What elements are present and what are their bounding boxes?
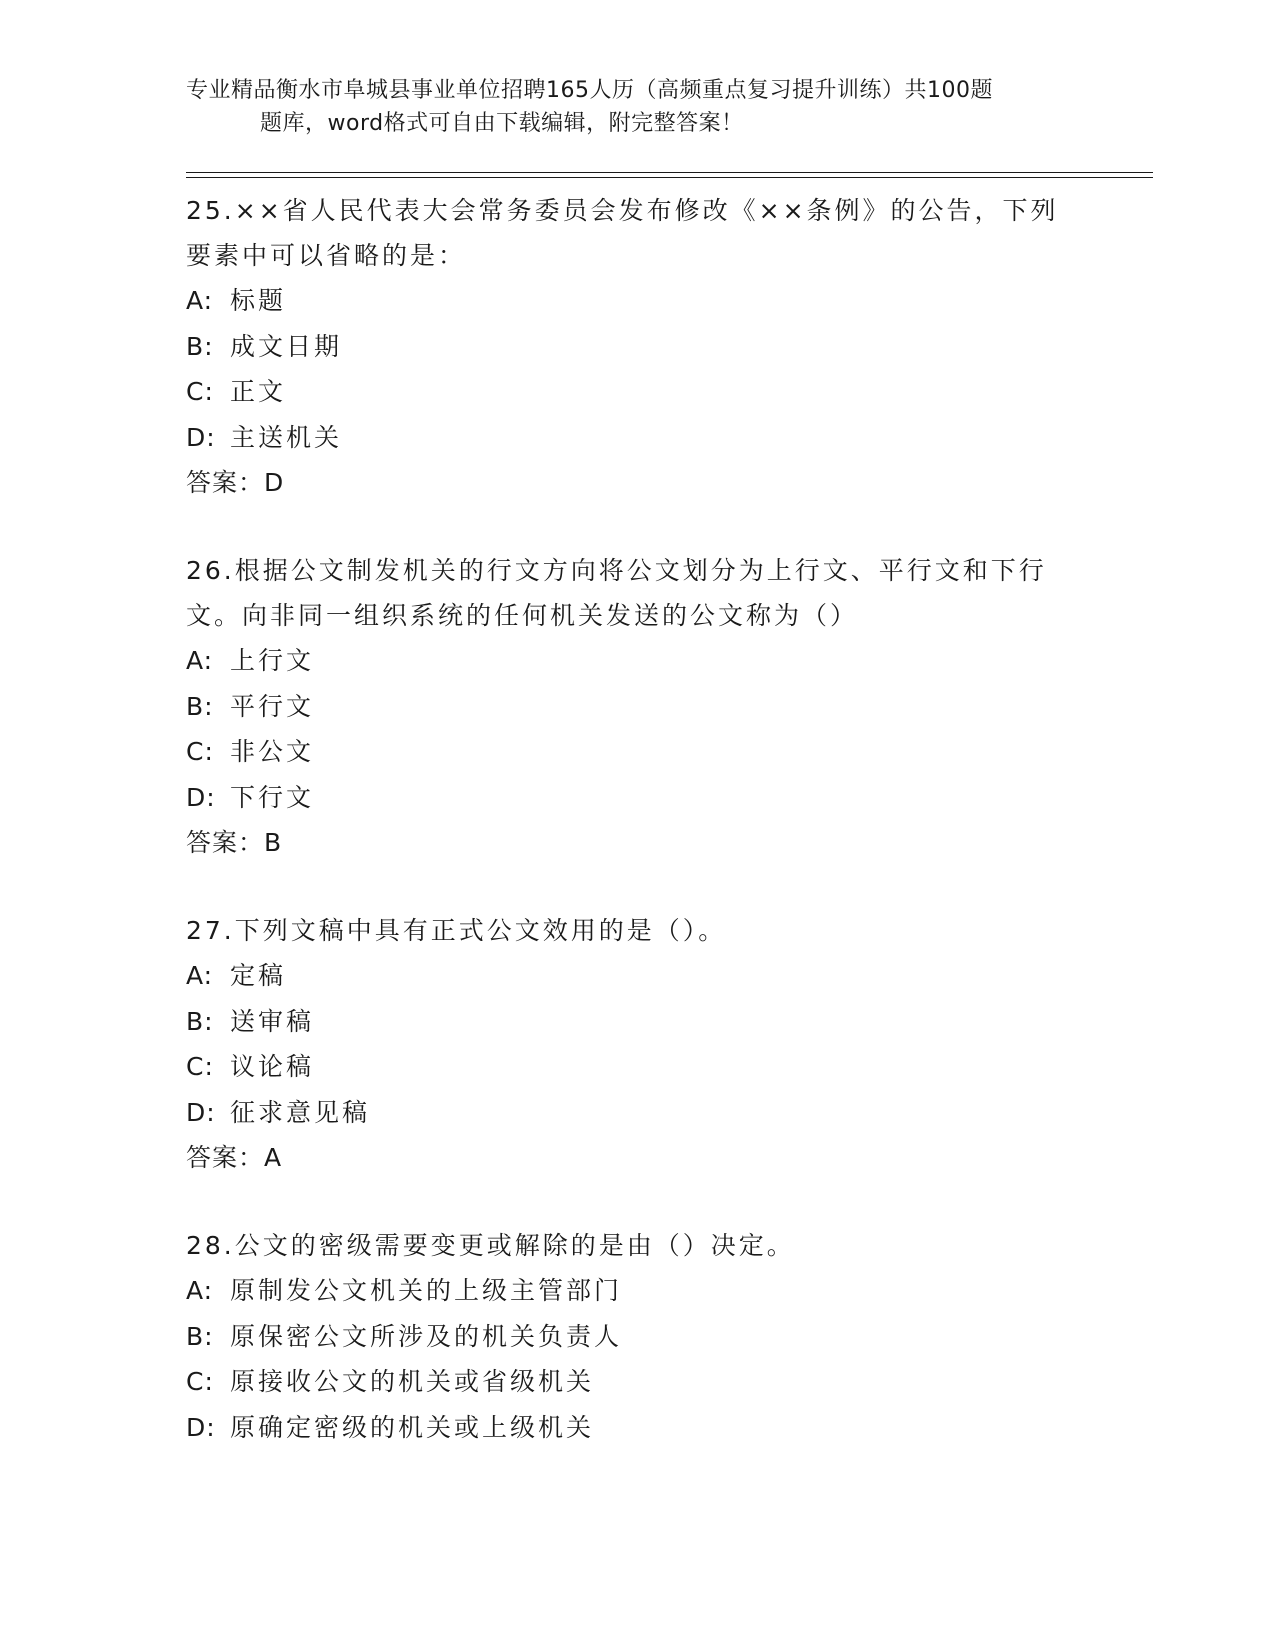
option-key: D: <box>186 1097 216 1127</box>
option-b <box>186 684 1086 730</box>
option-text: 成文日期 <box>230 331 343 361</box>
option-key: A: <box>186 1276 214 1305</box>
question-text: 26.根据公文制发机关的行文方向将公文划分为上行文、平行文和下行文。向非同一组织系统的任何机关发送的公文称为（） <box>186 556 1047 630</box>
option-d <box>186 775 1086 821</box>
question-list <box>186 188 1086 1493</box>
option-text: 征求意见稿 <box>230 1097 371 1127</box>
option-d <box>186 415 1086 461</box>
option-text: 下行文 <box>230 782 315 812</box>
question-27 <box>186 908 1086 1180</box>
answer-line: 答案：A <box>186 1143 283 1172</box>
question-26 <box>186 548 1086 865</box>
header-rule-top <box>186 172 1153 173</box>
option-c <box>186 1044 1086 1090</box>
question-28 <box>186 1223 1086 1450</box>
option-key: D: <box>186 422 216 452</box>
answer-line: 答案：B <box>186 828 283 857</box>
option-text: 上行文 <box>230 646 315 675</box>
header-title-line1: 专业精品衡水市阜城县事业单位招聘165人历（高频重点复习提升训练）共100题 <box>186 78 993 103</box>
option-a <box>186 638 1086 684</box>
question-25 <box>186 188 1086 505</box>
option-key: C: <box>186 737 214 766</box>
document-header <box>186 74 1086 140</box>
option-key: C: <box>186 1052 214 1081</box>
option-c <box>186 729 1086 775</box>
option-key: A: <box>186 961 214 990</box>
option-key: A: <box>186 646 214 675</box>
option-b <box>186 1314 1086 1360</box>
option-key: B: <box>186 331 214 361</box>
answer-line: 答案：D <box>186 468 285 497</box>
option-key: B: <box>186 691 214 721</box>
option-text: 原确定密级的机关或上级机关 <box>230 1412 595 1442</box>
option-text: 正文 <box>230 377 287 406</box>
question-text: 27.下列文稿中具有正式公文效用的是（）。 <box>186 916 727 945</box>
option-text: 定稿 <box>230 961 287 990</box>
header-title-line2: 题库，word格式可自由下载编辑，附完整答案！ <box>260 111 744 136</box>
option-text: 平行文 <box>230 691 315 721</box>
option-b <box>186 999 1086 1045</box>
header-rule-bottom <box>186 177 1153 178</box>
option-text: 原保密公文所涉及的机关负责人 <box>230 1321 623 1351</box>
option-key: B: <box>186 1321 214 1351</box>
option-text: 标题 <box>230 286 287 315</box>
option-a <box>186 1268 1086 1314</box>
option-c <box>186 1359 1086 1405</box>
option-c <box>186 369 1086 415</box>
option-text: 原制发公文机关的上级主管部门 <box>230 1276 623 1305</box>
option-key: C: <box>186 1367 214 1396</box>
question-text: 28.公文的密级需要变更或解除的是由（）决定。 <box>186 1231 795 1260</box>
option-d <box>186 1090 1086 1136</box>
option-text: 主送机关 <box>230 422 343 452</box>
question-text: 25.××省人民代表大会常务委员会发布修改《××条例》的公告，下列要素中可以省略的是： <box>186 196 1059 270</box>
option-key: A: <box>186 286 214 315</box>
option-a <box>186 953 1086 999</box>
option-text: 原接收公文的机关或省级机关 <box>230 1367 595 1396</box>
option-b <box>186 324 1086 370</box>
option-key: D: <box>186 782 216 812</box>
option-key: C: <box>186 377 214 406</box>
option-a <box>186 278 1086 324</box>
option-key: B: <box>186 1006 214 1036</box>
option-key: D: <box>186 1412 216 1442</box>
option-text: 非公文 <box>230 737 315 766</box>
option-text: 议论稿 <box>230 1052 315 1081</box>
option-text: 送审稿 <box>230 1006 315 1036</box>
option-d <box>186 1405 1086 1451</box>
